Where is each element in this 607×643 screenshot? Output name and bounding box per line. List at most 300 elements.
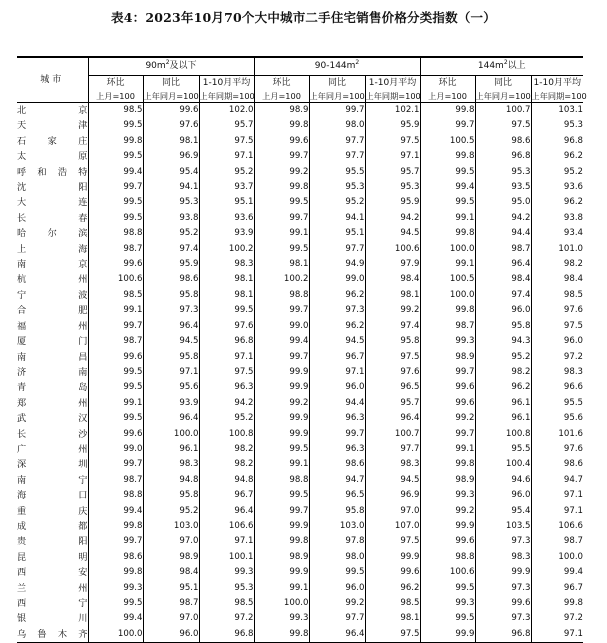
index-value: 99.3 [420, 488, 475, 503]
table-row [17, 596, 583, 611]
index-value: 96.8 [199, 334, 254, 349]
index-value: 96.0 [531, 334, 583, 349]
table-row [17, 581, 583, 596]
table-row [17, 103, 583, 119]
table-row [17, 134, 583, 149]
index-value: 97.0 [365, 504, 420, 519]
base-same-month: 上年同月=100 [475, 91, 531, 101]
index-value: 97.5 [365, 134, 420, 149]
index-value: 99.9 [254, 365, 309, 380]
index-value: 99.1 [88, 303, 143, 318]
index-value: 96.4 [143, 319, 199, 334]
index-value: 98.3 [475, 550, 531, 565]
index-value: 95.3 [309, 180, 365, 195]
index-value: 100.7 [365, 427, 420, 442]
index-value: 99.4 [88, 504, 143, 519]
index-value: 98.2 [199, 457, 254, 472]
table-row [17, 195, 583, 210]
index-value: 99.3 [420, 596, 475, 611]
table-body [17, 103, 583, 643]
index-value: 98.1 [254, 257, 309, 272]
index-value: 97.6 [199, 319, 254, 334]
index-value: 95.5 [475, 442, 531, 457]
index-value: 99.5 [88, 149, 143, 164]
index-value: 97.1 [531, 627, 583, 643]
index-value: 98.1 [143, 134, 199, 149]
city-name: 广州 [17, 443, 88, 455]
col-avg: 1-10月平均 [199, 76, 254, 92]
index-value: 99.8 [531, 596, 583, 611]
index-value: 95.2 [309, 195, 365, 210]
index-value: 96.8 [475, 627, 531, 643]
index-value: 95.1 [199, 195, 254, 210]
index-value: 99.9 [420, 519, 475, 534]
city-name: 北京 [17, 105, 88, 116]
index-value: 100.0 [531, 550, 583, 565]
city-header: 城市 [17, 57, 88, 103]
index-value: 98.5 [88, 103, 143, 119]
index-value: 97.1 [531, 504, 583, 519]
col-yoy: 同比 [143, 76, 199, 92]
city-name: 郑州 [17, 397, 88, 409]
index-value: 93.8 [143, 211, 199, 226]
table-row [17, 473, 583, 488]
index-value: 95.5 [309, 165, 365, 180]
index-value: 95.8 [143, 288, 199, 303]
index-value: 93.6 [531, 180, 583, 195]
index-value: 100.1 [199, 550, 254, 565]
index-value: 96.3 [309, 442, 365, 457]
table-row [17, 627, 583, 643]
index-value: 96.2 [475, 380, 531, 395]
index-value: 94.1 [143, 180, 199, 195]
index-value: 99.2 [309, 596, 365, 611]
city-name: 济南 [17, 366, 88, 378]
index-value: 95.3 [199, 581, 254, 596]
index-value: 99.6 [365, 565, 420, 580]
index-value: 97.2 [199, 611, 254, 626]
index-value: 100.6 [365, 242, 420, 257]
index-value: 94.1 [309, 211, 365, 226]
index-value: 97.5 [475, 118, 531, 133]
index-value: 96.3 [199, 380, 254, 395]
index-value: 99.2 [420, 411, 475, 426]
index-value: 99.7 [254, 211, 309, 226]
index-value: 95.4 [475, 504, 531, 519]
index-value: 95.9 [143, 257, 199, 272]
city-name: 西安 [17, 567, 88, 579]
index-value: 99.4 [88, 611, 143, 626]
index-value: 99.0 [309, 272, 365, 287]
index-value: 96.7 [309, 350, 365, 365]
col-mom: 环比 [420, 76, 475, 92]
index-value: 94.6 [475, 473, 531, 488]
index-value: 95.2 [143, 504, 199, 519]
index-value: 96.2 [309, 288, 365, 303]
city-name: 长春 [17, 212, 88, 224]
city-name: 哈尔滨 [17, 228, 88, 240]
index-value: 98.7 [88, 242, 143, 257]
index-value: 103.0 [143, 519, 199, 534]
index-value: 100.8 [199, 427, 254, 442]
index-value: 99.3 [254, 611, 309, 626]
index-value: 94.7 [309, 473, 365, 488]
index-value: 94.2 [199, 396, 254, 411]
index-value: 96.2 [365, 581, 420, 596]
index-value: 98.6 [531, 457, 583, 472]
index-value: 95.3 [365, 180, 420, 195]
index-value: 97.0 [143, 534, 199, 549]
index-value: 100.5 [420, 272, 475, 287]
index-value: 99.7 [309, 103, 365, 119]
index-value: 97.7 [309, 242, 365, 257]
city-name: 福州 [17, 320, 88, 332]
group-header-small: $90m^2$及以下 [88, 57, 254, 76]
index-value: 99.8 [420, 457, 475, 472]
city-name: 杭州 [17, 274, 88, 286]
table-row [17, 488, 583, 503]
index-value: 97.1 [143, 365, 199, 380]
index-value: 93.9 [143, 396, 199, 411]
index-value: 99.7 [88, 180, 143, 195]
index-value: 99.5 [254, 242, 309, 257]
index-value: 96.4 [309, 627, 365, 643]
base-prev-month: 上月=100 [420, 91, 475, 103]
index-value: 97.4 [143, 242, 199, 257]
table-row [17, 180, 583, 195]
index-value: 99.5 [420, 611, 475, 626]
index-value: 96.7 [199, 488, 254, 503]
index-value: 99.9 [420, 627, 475, 643]
index-value: 96.6 [531, 380, 583, 395]
index-value: 99.9 [254, 519, 309, 534]
table-row [17, 519, 583, 534]
index-value: 98.1 [365, 611, 420, 626]
index-value: 99.1 [254, 581, 309, 596]
index-value: 99.8 [88, 565, 143, 580]
index-value: 99.1 [88, 396, 143, 411]
index-value: 98.5 [365, 596, 420, 611]
index-value: 102.0 [199, 103, 254, 119]
index-value: 98.5 [88, 288, 143, 303]
index-value: 96.8 [199, 627, 254, 643]
index-value: 99.8 [254, 627, 309, 643]
index-value: 95.9 [365, 118, 420, 133]
index-value: 98.9 [420, 350, 475, 365]
index-value: 98.6 [475, 134, 531, 149]
index-value: 99.3 [420, 334, 475, 349]
index-value: 97.5 [365, 627, 420, 643]
index-value: 99.9 [254, 565, 309, 580]
index-value: 98.7 [475, 242, 531, 257]
index-value: 97.5 [531, 319, 583, 334]
index-value: 97.5 [365, 350, 420, 365]
index-value: 97.6 [143, 118, 199, 133]
index-value: 97.1 [199, 350, 254, 365]
base-same-period: 上年同期=100 [531, 91, 587, 101]
index-value: 94.2 [475, 211, 531, 226]
index-value: 100.0 [88, 627, 143, 643]
index-value: 95.9 [365, 195, 420, 210]
index-value: 95.8 [309, 504, 365, 519]
city-name: 呼和浩特 [17, 166, 88, 178]
index-value: 99.9 [254, 411, 309, 426]
index-value: 99.7 [254, 149, 309, 164]
index-value: 94.5 [143, 334, 199, 349]
index-value: 95.2 [143, 226, 199, 241]
index-value: 101.6 [531, 427, 583, 442]
col-avg: 1-10月平均 [365, 76, 420, 92]
index-value: 96.4 [365, 411, 420, 426]
index-value: 96.2 [531, 195, 583, 210]
index-value: 99.7 [88, 534, 143, 549]
index-value: 99.5 [88, 380, 143, 395]
index-value: 95.6 [143, 380, 199, 395]
table-row [17, 565, 583, 580]
index-value: 99.4 [531, 565, 583, 580]
table-row [17, 611, 583, 626]
index-value: 98.8 [254, 473, 309, 488]
index-value: 96.7 [531, 581, 583, 596]
index-value: 95.8 [143, 350, 199, 365]
index-value: 94.3 [475, 334, 531, 349]
index-value: 99.6 [420, 380, 475, 395]
city-name: 青岛 [17, 382, 88, 394]
city-name: 银川 [17, 613, 88, 625]
table-row [17, 380, 583, 395]
index-value: 99.5 [254, 442, 309, 457]
table-row [17, 319, 583, 334]
index-value: 99.1 [420, 211, 475, 226]
index-value: 97.7 [309, 134, 365, 149]
table-row [17, 411, 583, 426]
col-yoy: 同比 [309, 76, 365, 92]
index-value: 95.7 [199, 118, 254, 133]
city-name: 天津 [17, 120, 88, 132]
index-value: 99.2 [254, 396, 309, 411]
index-value: 98.1 [199, 272, 254, 287]
index-value: 97.7 [309, 611, 365, 626]
index-value: 94.4 [309, 396, 365, 411]
index-value: 100.2 [254, 272, 309, 287]
index-value: 97.1 [531, 488, 583, 503]
index-value: 95.2 [199, 411, 254, 426]
index-value: 99.4 [254, 334, 309, 349]
index-value: 100.4 [475, 457, 531, 472]
index-value: 107.0 [365, 519, 420, 534]
index-value: 99.5 [88, 365, 143, 380]
index-value: 99.8 [420, 303, 475, 318]
index-value: 99.6 [475, 596, 531, 611]
index-value: 95.4 [143, 165, 199, 180]
index-value: 99.5 [309, 565, 365, 580]
index-value: 94.7 [531, 473, 583, 488]
index-value: 93.9 [199, 226, 254, 241]
index-value: 96.0 [475, 303, 531, 318]
index-value: 98.6 [88, 550, 143, 565]
index-value: 98.4 [365, 272, 420, 287]
index-value: 101.0 [531, 242, 583, 257]
city-name: 贵阳 [17, 536, 88, 548]
index-value: 94.4 [475, 226, 531, 241]
index-value: 95.8 [365, 334, 420, 349]
index-value: 99.5 [254, 488, 309, 503]
index-value: 98.3 [365, 457, 420, 472]
index-value: 99.5 [199, 303, 254, 318]
index-value: 98.8 [420, 550, 475, 565]
index-value: 98.1 [199, 288, 254, 303]
index-value: 103.5 [475, 519, 531, 534]
city-name: 厦门 [17, 336, 88, 348]
index-value: 99.2 [365, 303, 420, 318]
city-name: 兰州 [17, 582, 88, 594]
index-value: 100.7 [475, 103, 531, 119]
city-name: 南京 [17, 259, 88, 271]
index-value: 97.6 [365, 365, 420, 380]
index-value: 99.3 [88, 581, 143, 596]
index-value: 98.1 [365, 288, 420, 303]
index-value: 97.9 [365, 257, 420, 272]
base-prev-month: 上月=100 [254, 91, 309, 103]
table-row [17, 211, 583, 226]
index-value: 95.1 [143, 581, 199, 596]
index-value: 97.3 [475, 534, 531, 549]
index-value: 98.9 [254, 103, 309, 119]
index-value: 97.2 [531, 611, 583, 626]
index-value: 98.6 [143, 272, 199, 287]
city-name: 昆明 [17, 551, 88, 563]
base-same-month: 上年同月=100 [309, 91, 365, 101]
index-value: 99.5 [88, 211, 143, 226]
index-value: 97.7 [309, 149, 365, 164]
index-value: 95.1 [309, 226, 365, 241]
table-row [17, 226, 583, 241]
index-value: 99.5 [88, 596, 143, 611]
index-value: 99.9 [254, 380, 309, 395]
col-avg: 1-10月平均 [531, 76, 583, 92]
index-value: 99.5 [420, 195, 475, 210]
index-value: 95.6 [531, 411, 583, 426]
index-value: 100.0 [420, 288, 475, 303]
index-value: 98.4 [143, 565, 199, 580]
index-value: 94.5 [365, 473, 420, 488]
index-value: 99.1 [420, 257, 475, 272]
index-value: 99.9 [254, 427, 309, 442]
city-name: 宁波 [17, 289, 88, 301]
city-name: 乌鲁木齐 [17, 627, 88, 643]
group-header-large: $144m^2$以上 [420, 57, 583, 76]
index-value: 97.0 [143, 611, 199, 626]
index-value: 99.1 [254, 457, 309, 472]
index-value: 96.1 [475, 396, 531, 411]
index-value: 99.5 [88, 118, 143, 133]
index-value: 96.5 [365, 380, 420, 395]
index-value: 96.2 [531, 149, 583, 164]
index-value: 98.5 [199, 596, 254, 611]
city-name: 大连 [17, 197, 88, 209]
index-value: 99.2 [420, 504, 475, 519]
base-same-period: 上年同期=100 [365, 91, 421, 101]
index-value: 99.6 [143, 103, 199, 119]
table-row [17, 350, 583, 365]
city-name: 南昌 [17, 351, 88, 363]
index-value: 98.6 [309, 457, 365, 472]
index-value: 93.8 [531, 211, 583, 226]
index-value: 93.6 [199, 211, 254, 226]
index-value: 97.5 [365, 534, 420, 549]
index-value: 99.8 [254, 180, 309, 195]
table-row [17, 550, 583, 565]
index-value: 97.3 [309, 303, 365, 318]
base-header-row [17, 91, 583, 103]
index-value: 97.1 [365, 149, 420, 164]
city-name: 上海 [17, 243, 88, 255]
index-value: 100.6 [88, 272, 143, 287]
index-value: 99.8 [88, 519, 143, 534]
index-value: 99.6 [420, 534, 475, 549]
index-value: 94.8 [199, 473, 254, 488]
index-value: 99.6 [88, 427, 143, 442]
city-name: 沈阳 [17, 182, 88, 194]
city-name: 武汉 [17, 413, 88, 425]
index-value: 94.5 [309, 334, 365, 349]
table-row [17, 303, 583, 318]
index-value: 95.8 [143, 488, 199, 503]
index-value: 96.0 [309, 380, 365, 395]
index-value: 99.5 [254, 195, 309, 210]
index-value: 93.4 [531, 226, 583, 241]
index-value: 95.3 [531, 118, 583, 133]
table-row [17, 118, 583, 133]
index-value: 99.5 [420, 581, 475, 596]
index-value: 99.4 [88, 165, 143, 180]
index-value: 96.0 [143, 627, 199, 643]
index-value: 93.5 [475, 180, 531, 195]
city-name: 成都 [17, 520, 88, 532]
city-name: 长沙 [17, 428, 88, 440]
index-value: 97.3 [143, 303, 199, 318]
index-value: 100.0 [254, 596, 309, 611]
col-mom: 环比 [254, 76, 309, 92]
table-row [17, 396, 583, 411]
index-value: 95.2 [199, 165, 254, 180]
index-value: 98.2 [475, 365, 531, 380]
city-name: 南宁 [17, 474, 88, 486]
index-value: 93.7 [199, 180, 254, 195]
index-value: 97.8 [309, 534, 365, 549]
table-row [17, 365, 583, 380]
index-value: 99.7 [420, 118, 475, 133]
index-value: 100.8 [475, 427, 531, 442]
index-value: 99.8 [254, 118, 309, 133]
index-value: 99.5 [88, 411, 143, 426]
index-value: 100.2 [199, 242, 254, 257]
index-value: 99.6 [254, 134, 309, 149]
index-value: 99.8 [420, 226, 475, 241]
index-value: 97.6 [531, 442, 583, 457]
col-mom: 环比 [88, 76, 143, 92]
index-value: 99.2 [254, 165, 309, 180]
index-value: 98.7 [420, 319, 475, 334]
index-value: 98.7 [531, 534, 583, 549]
index-value: 95.3 [143, 195, 199, 210]
index-value: 99.8 [88, 134, 143, 149]
index-value: 99.7 [254, 303, 309, 318]
index-value: 99.7 [420, 427, 475, 442]
index-value: 97.3 [475, 611, 531, 626]
index-value: 99.0 [88, 442, 143, 457]
index-value: 96.1 [475, 411, 531, 426]
